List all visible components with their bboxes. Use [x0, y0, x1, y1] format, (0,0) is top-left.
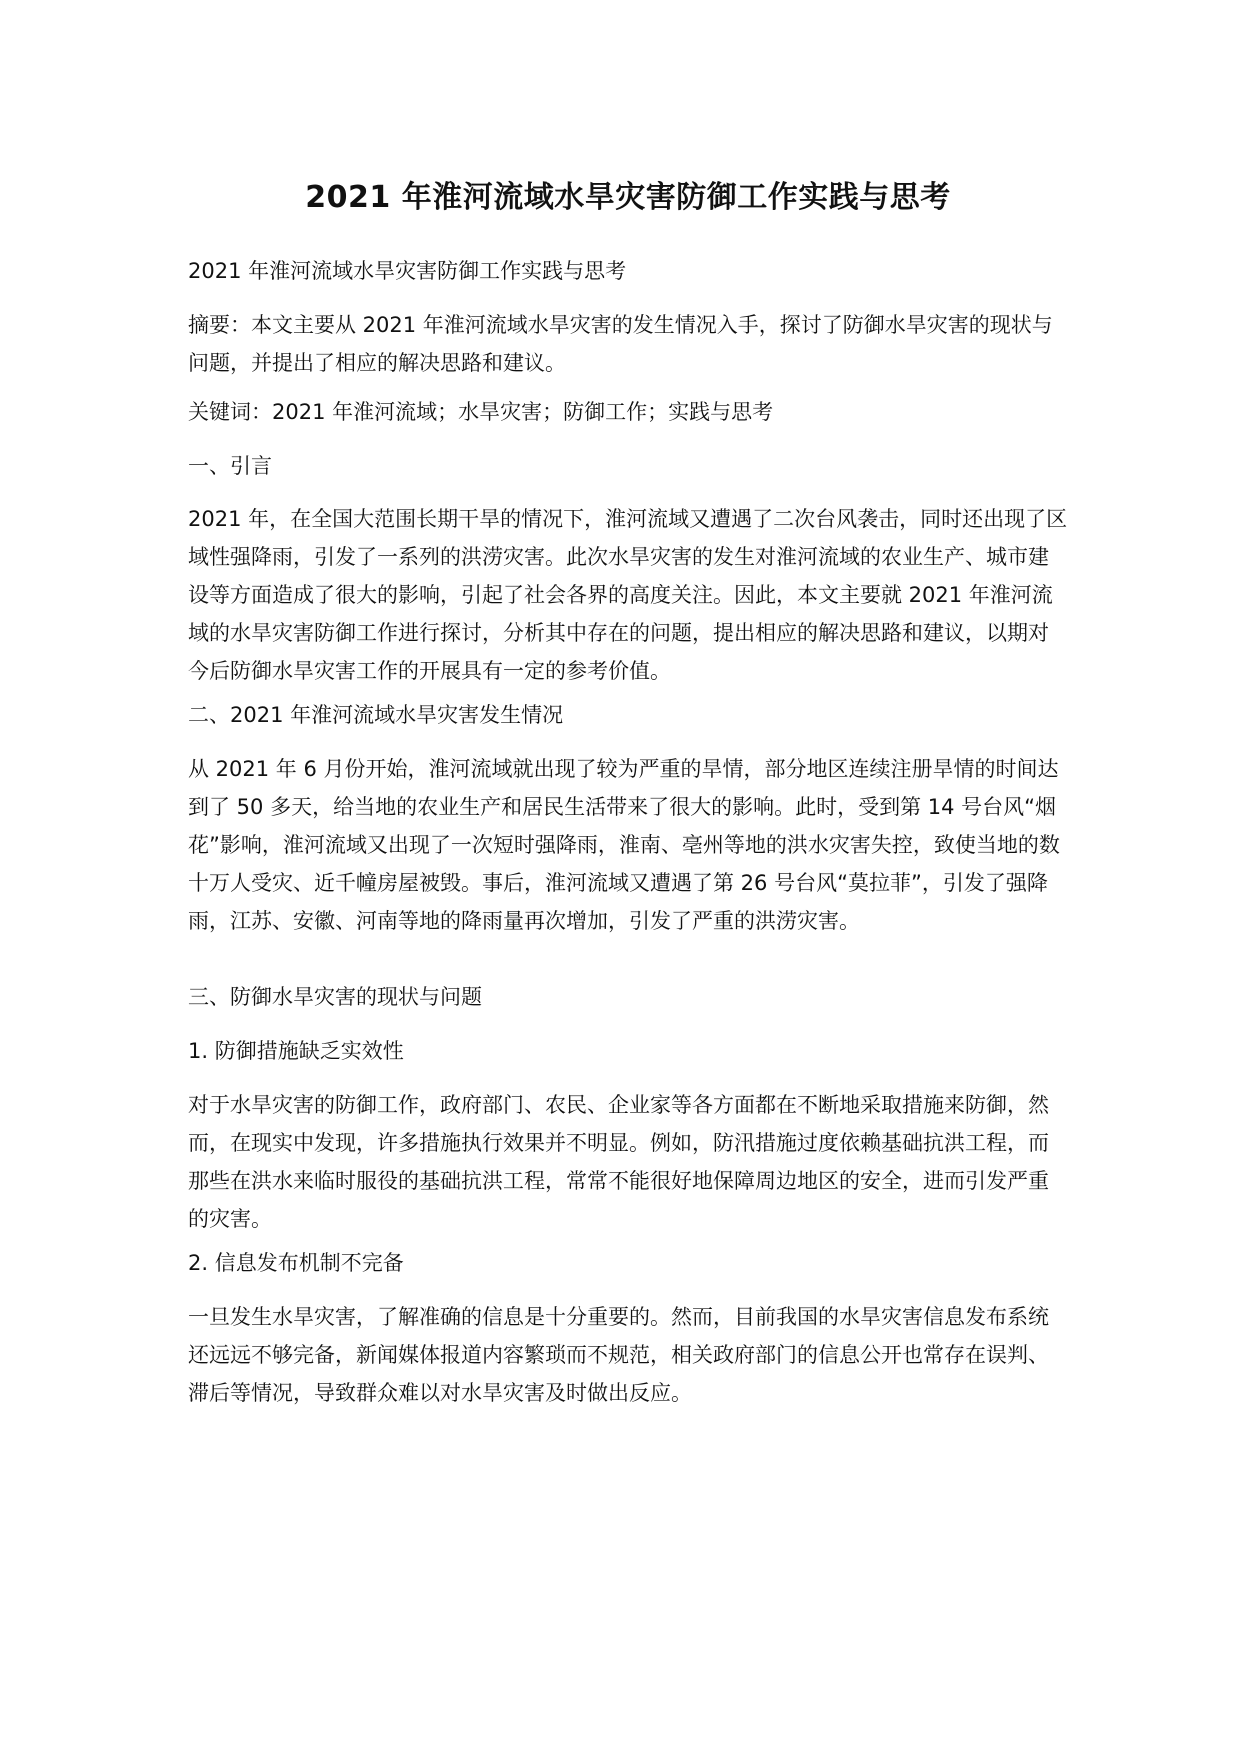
subsection-heading: 2. 信息发布机制不完备 — [188, 1251, 404, 1275]
sub2-heading-block — [188, 1244, 1068, 1282]
body-paragraph: 对于水旱灾害的防御工作，政府部门、农民、企业家等各方面都在不断地采取措施来防御，然而，在现实中发现，许多措施执行效果并不明显。例如，防汛措施过度依赖基础抗洪工程，而那些在洪水来临时服役的基础抗洪工程，常常不能很好地保障周边地区的安全，进而引发严重的灾害。 — [188, 1093, 1049, 1231]
document-subtitle: 2021 年淮河流域水旱灾害防御工作实践与思考 — [188, 259, 627, 283]
abstract-block — [188, 306, 1068, 382]
section2-body-block — [188, 750, 1068, 940]
section-heading: 二、2021 年淮河流域水旱灾害发生情况 — [188, 703, 564, 727]
subsection-heading: 1. 防御措施缺乏实效性 — [188, 1039, 404, 1063]
section2-heading-block — [188, 696, 1068, 734]
section1-heading-block — [188, 447, 1068, 485]
section1-body-block — [188, 500, 1068, 690]
sub1-body-block — [188, 1086, 1068, 1238]
document-title: 2021 年淮河流域水旱灾害防御工作实践与思考 — [305, 180, 951, 215]
section3-heading-block — [188, 978, 1068, 1016]
keywords-block — [188, 393, 1068, 431]
section-heading: 一、引言 — [188, 454, 272, 478]
subtitle-block — [188, 252, 1068, 290]
body-paragraph: 从 2021 年 6 月份开始，淮河流域就出现了较为严重的旱情，部分地区连续注册旱情的时间达到了 50 多天，给当地的农业生产和居民生活带来了很大的影响。此时，受到第 14 号台风“烟花”影响，淮河流域又出现了一次短时强降雨，淮南、亳州等地的洪水灾害失控，致使当地的数十万人受灾、近千幢房屋被毁。事后，淮河流域又遭遇了第 26 号台风“莫拉菲”，引发了强降雨，江苏、安徽、河南等地的降雨量再次增加，引发了严重的洪涝灾害。 — [188, 757, 1060, 933]
sub2-body-block — [188, 1298, 1068, 1412]
body-paragraph: 2021 年，在全国大范围长期干旱的情况下，淮河流域又遭遇了二次台风袭击，同时还出现了区域性强降雨，引发了一系列的洪涝灾害。此次水旱灾害的发生对淮河流域的农业生产、城市建设等方面造成了很大的影响，引起了社会各界的高度关注。因此，本文主要就 2021 年淮河流域的水旱灾害防御工作进行探讨，分析其中存在的问题，提出相应的解决思路和建议，以期对今后防御水旱灾害工作的开展具有一定的参考价值。 — [188, 507, 1068, 683]
keywords-paragraph: 关键词：2021 年淮河流域；水旱灾害；防御工作；实践与思考 — [188, 400, 774, 424]
abstract-paragraph: 摘要：本文主要从 2021 年淮河流域水旱灾害的发生情况入手，探讨了防御水旱灾害的现状与问题，并提出了相应的解决思路和建议。 — [188, 313, 1053, 375]
section-heading: 三、防御水旱灾害的现状与问题 — [188, 985, 482, 1009]
sub1-heading-block — [188, 1032, 1068, 1070]
body-paragraph: 一旦发生水旱灾害，了解准确的信息是十分重要的。然而，目前我国的水旱灾害信息发布系统还远远不够完备，新闻媒体报道内容繁琐而不规范，相关政府部门的信息公开也常存在误判、滞后等情况，导致群众难以对水旱灾害及时做出反应。 — [188, 1305, 1049, 1405]
